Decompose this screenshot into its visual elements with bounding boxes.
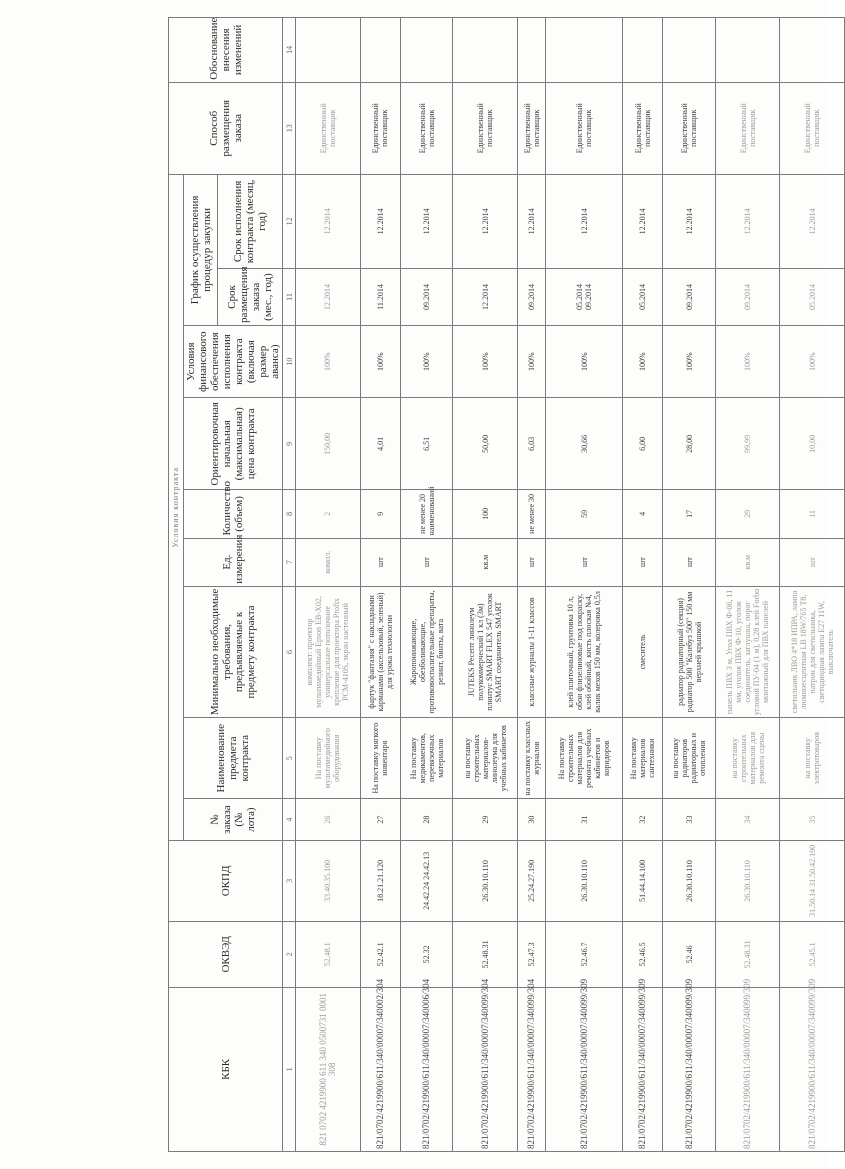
security-cell: 100%: [400, 326, 452, 398]
header-security: Условия финансового обеспечения исполнения контракта (включая размер аванса): [184, 326, 283, 398]
name-cell: на поставку строительных материалов для ремонта сцены: [715, 718, 780, 799]
lot-cell: 30: [517, 799, 545, 841]
unit-cell: шт: [400, 538, 452, 586]
placement-term-cell: 09.2014: [715, 269, 780, 326]
placement-term-cell: 05.2014: [622, 269, 662, 326]
method-cell: Единственный поставщик: [663, 82, 715, 174]
header-lot: № заказа (№ лота): [184, 799, 283, 841]
method-cell: Единственный поставщик: [517, 82, 545, 174]
security-cell: 100%: [663, 326, 715, 398]
okdp-cell: 24.42.24 24.42.13: [400, 840, 452, 921]
col-number: 13: [283, 82, 296, 174]
okdp-cell: 31.50.14 31.50.42.190: [780, 840, 845, 921]
requirements-cell: классные журналы 1-11 классов: [517, 586, 545, 717]
name-cell: на поставку строительных материалов-линолеума для учебных кабинетов: [453, 718, 518, 799]
justification-cell: [780, 18, 845, 83]
qty-cell: не менее 30: [517, 490, 545, 538]
okdp-cell: 33.40.35.100: [296, 840, 361, 921]
justification-cell: [296, 18, 361, 83]
header-qty: Количество (объем): [184, 490, 283, 538]
name-cell: на поставку радиаторов радиаторных и отопления: [663, 718, 715, 799]
unit-cell: шт: [780, 538, 845, 586]
price-cell: 6,51: [400, 398, 452, 490]
okved-cell: 52.48.31: [715, 921, 780, 987]
col-number: 9: [283, 398, 296, 490]
qty-cell: 2: [296, 490, 361, 538]
okved-cell: 52.47.3: [517, 921, 545, 987]
table-row: [517, 18, 545, 1152]
okved-cell: 52.46.7: [546, 921, 623, 987]
qty-cell: не менее 20 наименований: [400, 490, 452, 538]
justification-cell: [622, 18, 662, 83]
header-okdp: ОКПД: [169, 840, 283, 921]
table-row: [360, 18, 400, 1152]
exec-term-cell: 12.2014: [546, 174, 623, 268]
method-cell: Единственный поставщик: [622, 82, 662, 174]
header-price: Ориентировочная начальная (максимальная) цена контракта: [184, 398, 283, 490]
lot-cell: 33: [663, 799, 715, 841]
placement-term-label: Срок размещения заказа: [226, 266, 263, 323]
col-number: 11: [283, 269, 296, 326]
exec-term-cell: 12.2014: [400, 174, 452, 268]
lot-cell: 27: [360, 799, 400, 841]
name-cell: На поставку медикаментов, перевязочных материалов: [400, 718, 452, 799]
price-cell: 99,99: [715, 398, 780, 490]
table-row: [453, 18, 518, 1152]
okdp-cell: 18.21.21.120: [360, 840, 400, 921]
exec-term-cell: 12.2014: [715, 174, 780, 268]
okved-cell: 52.45.1: [780, 921, 845, 987]
header-conditions: Условия контракта: [169, 174, 184, 840]
header-method: Способ размещения заказа: [169, 82, 283, 174]
price-cell: 6,00: [622, 398, 662, 490]
method-cell: Единственный поставщик: [780, 82, 845, 174]
qty-cell: 9: [360, 490, 400, 538]
exec-term-cell: 12.2014: [663, 174, 715, 268]
header-unit: Ед. измерения: [184, 538, 283, 586]
col-number: 8: [283, 490, 296, 538]
okved-cell: 52.48.1: [296, 921, 361, 987]
security-cell: 100%: [780, 326, 845, 398]
name-cell: На поставку материалов сантехники: [622, 718, 662, 799]
unit-cell: шт: [360, 538, 400, 586]
security-cell: 100%: [453, 326, 518, 398]
placement-term-unit: (мес., год): [262, 273, 275, 321]
col-number: 12: [283, 174, 296, 268]
kbk-cell: 821/0702/4219900/611/340/00007/340099/304: [517, 987, 545, 1151]
name-cell: на поставку классных журналов: [517, 718, 545, 799]
header-requirements: Минимально необходимые требования, предъявляемые к предмету контракта: [184, 586, 283, 717]
okdp-cell: 26.30.10.110: [453, 840, 518, 921]
col-number: 10: [283, 326, 296, 398]
table-row: [715, 18, 780, 1152]
unit-cell: шт: [546, 538, 623, 586]
justification-cell: [400, 18, 452, 83]
lot-cell: 28: [400, 799, 452, 841]
method-cell: Единственный поставщик: [360, 82, 400, 174]
lot-cell: 32: [622, 799, 662, 841]
okved-cell: 52.46: [663, 921, 715, 987]
placement-term-cell: 11.2014: [360, 269, 400, 326]
lot-cell: 35: [780, 799, 845, 841]
security-cell: 100%: [517, 326, 545, 398]
col-number: 3: [283, 840, 296, 921]
okdp-cell: 25.24.27.190: [517, 840, 545, 921]
exec-term-cell: 12.2014: [453, 174, 518, 268]
col-number: 14: [283, 18, 296, 83]
okdp-cell: 26.30.10.110: [715, 840, 780, 921]
requirements-cell: радиатор радиаторный (секция) радиатор 500 "Калебуз 500" 150 мм верхней крышкой: [663, 586, 715, 717]
col-number: 7: [283, 538, 296, 586]
kbk-cell: 821/0702/4219900/611/340/00007/340099/309: [622, 987, 662, 1151]
table-row: [400, 18, 452, 1152]
requirements-cell: фартук "фантазия" с накладными карманами (аксельзовый, зеленый) для урока технологии: [360, 586, 400, 717]
okdp-cell: 26.30.10.110: [546, 840, 623, 921]
price-cell: 50,00: [453, 398, 518, 490]
header-okved: ОКВЭД: [169, 921, 283, 987]
kbk-cell: 821/0702/4219900/611/340/00007/340099/309: [663, 987, 715, 1151]
price-cell: 6,03: [517, 398, 545, 490]
qty-cell: 17: [663, 490, 715, 538]
kbk-cell: 821/0702/4219900/611/340/00007/340099/309: [546, 987, 623, 1151]
justification-cell: [360, 18, 400, 83]
name-cell: на поставку электротоваров: [780, 718, 845, 799]
kbk-cell: 821/0702/4219900/611/340/00007/340099/309: [780, 987, 845, 1151]
exec-term-cell: 12.2014: [517, 174, 545, 268]
method-cell: Единственный поставщик: [453, 82, 518, 174]
justification-cell: [453, 18, 518, 83]
procurement-plan-table-rotated: [168, 17, 835, 1152]
price-cell: 150,00: [296, 398, 361, 490]
security-cell: 100%: [546, 326, 623, 398]
unit-cell: кв.м: [715, 538, 780, 586]
unit-cell: шт: [663, 538, 715, 586]
name-cell: На поставку мягкого инвентаря: [360, 718, 400, 799]
justification-cell: [663, 18, 715, 83]
requirements-cell: клей плиточный, грунтовка 10 л, обои флизелиновые под покраску, клей обойный, кисть плоская №4, валик мехов 150 мм, колеровка 0,5л: [546, 586, 623, 717]
lot-cell: 29: [453, 799, 518, 841]
security-cell: 100%: [360, 326, 400, 398]
placement-term-cell: 12.2014: [296, 269, 361, 326]
qty-cell: 4: [622, 490, 662, 538]
col-number: 4: [283, 799, 296, 841]
okved-cell: 52.42.1: [360, 921, 400, 987]
placement-term-cell: 09.2014: [663, 269, 715, 326]
name-cell: На поставку строительных материалов для ремонта учебных кабинетов и коридоров: [546, 718, 623, 799]
security-cell: 100%: [715, 326, 780, 398]
unit-cell: шт: [517, 538, 545, 586]
header-schedule: График осуществления процедур закупки: [184, 174, 218, 325]
okdp-cell: 26.30.10.110: [663, 840, 715, 921]
column-numbers-row: [283, 18, 296, 1152]
unit-cell: шт: [622, 538, 662, 586]
price-cell: 4,01: [360, 398, 400, 490]
justification-cell: [546, 18, 623, 83]
okved-cell: 52.46.5: [622, 921, 662, 987]
table-row: [622, 18, 662, 1152]
table-body: [283, 18, 845, 1152]
lot-cell: 31: [546, 799, 623, 841]
exec-term-cell: 12.2014: [296, 174, 361, 268]
placement-term-cell: 05.2014: [780, 269, 845, 326]
okdp-cell: 51.44.14.100: [622, 840, 662, 921]
placement-term-cell: 09.2014: [400, 269, 452, 326]
col-number: 2: [283, 921, 296, 987]
method-cell: Единственный поставщик: [296, 82, 361, 174]
exec-term-cell: 12.2014: [622, 174, 662, 268]
placement-term-cell: 12.2014: [453, 269, 518, 326]
unit-cell: кв.м: [453, 538, 518, 586]
procurement-plan-table: [168, 17, 845, 1152]
qty-cell: 29: [715, 490, 780, 538]
header-name: Наименование предмета контракта: [184, 718, 283, 799]
security-cell: 100%: [296, 326, 361, 398]
requirements-cell: смеситель: [622, 586, 662, 717]
exec-term-cell: 12.2014: [360, 174, 400, 268]
placement-term-cell: 05.2014 09.2014: [546, 269, 623, 326]
requirements-cell: Жаропонижающие, обезболивающие, противовоспалительные препараты, резинт, бинты, вата: [400, 586, 452, 717]
kbk-cell: 821/0702/4219900/611/340/00007/340002/304: [360, 987, 400, 1151]
security-cell: 100%: [622, 326, 662, 398]
requirements-cell: светильник ЛВО 4*18 ИПРА, лампа люминесцентная LB 18W/765 Т8, патрон для светильника, светодиодная лампа E27 11W, выключатель: [780, 586, 845, 717]
qty-cell: 59: [546, 490, 623, 538]
col-number: 5: [283, 718, 296, 799]
qty-cell: 11: [780, 490, 845, 538]
header-kbk: КБК: [169, 987, 283, 1151]
kbk-cell: 821/0702/4219900/611/340/00007/340099/309: [715, 987, 780, 1151]
header-exec-term: Срок исполнения контракта (месяц, год): [218, 174, 283, 268]
method-cell: Единственный поставщик: [546, 82, 623, 174]
kbk-cell: 821/0702/4219900/611/340/00007/340006/304: [400, 987, 452, 1151]
table-row: [780, 18, 845, 1152]
justification-cell: [517, 18, 545, 83]
okved-cell: 52.48.31: [453, 921, 518, 987]
method-cell: Единственный поставщик: [715, 82, 780, 174]
lot-cell: 26: [296, 799, 361, 841]
header-justification: Обоснование внесения изменений: [169, 18, 283, 83]
placement-term-cell: 09.2014: [517, 269, 545, 326]
lot-cell: 34: [715, 799, 780, 841]
justification-cell: [715, 18, 780, 83]
requirements-cell: комплект: проектор мультимедийный Epson EB-X02, универсальное потолочное крепление для проектора Profix PCM-410S, экран настенный: [296, 586, 361, 717]
exec-term-cell: 12.2014: [780, 174, 845, 268]
price-cell: 30,66: [546, 398, 623, 490]
table-row: [546, 18, 623, 1152]
qty-cell: 100: [453, 490, 518, 538]
price-cell: 10,00: [780, 398, 845, 490]
table-row: [663, 18, 715, 1152]
name-cell: На поставку мультимедийного оборудования: [296, 718, 361, 799]
okved-cell: 52.32: [400, 921, 452, 987]
requirements-cell: JUTEKS Ресепт линолеум полукоммерческий 1 кл (3м) плинтус SMART FLEX 547 уголок SMART соединитель SMART: [453, 586, 518, 717]
table-row: [296, 18, 361, 1152]
kbk-cell: 821/0702/4219900/611/340/00007/340099/304: [453, 987, 518, 1151]
price-cell: 28,00: [663, 398, 715, 490]
unit-cell: компл.: [296, 538, 361, 586]
kbk-cell: 821 0702 4219900 611 340 0500731 0001 308: [296, 987, 361, 1151]
header-placement-term: [218, 266, 283, 326]
col-number: 1: [283, 987, 296, 1151]
col-number: 6: [283, 586, 296, 717]
requirements-cell: панель ПВХ 3 м, Угол ПВХ Ф-06, 11 мм, уголок ПВХ Ф-10, уголок соединитель, заглушка, порог угловой ПУ-04 (1 м), 0,28 клей Forbo монтажный для ПВХ панелей: [715, 586, 780, 717]
method-cell: Единственный поставщик: [400, 82, 452, 174]
